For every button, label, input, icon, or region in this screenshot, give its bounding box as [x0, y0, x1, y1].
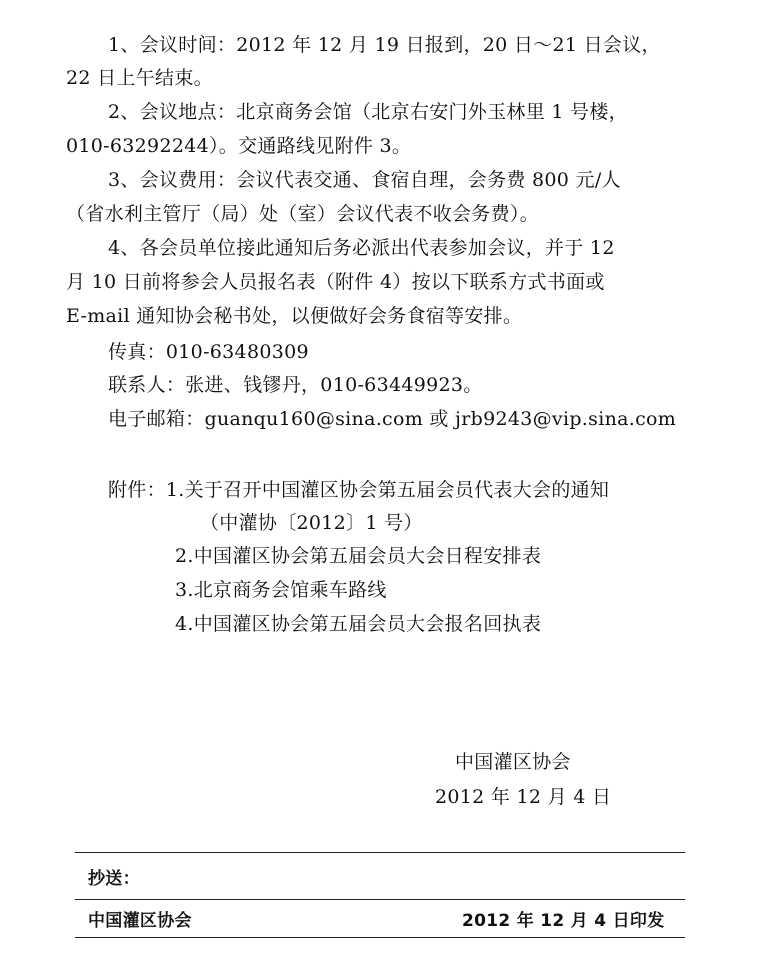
- cc-label: 抄送：: [88, 869, 140, 889]
- item1-line2: 22 日上午结束。: [66, 67, 213, 89]
- footer-middle-rule: [75, 899, 685, 900]
- attachment-item-4: 4.中国灌区协会第五届会员大会报名回执表: [175, 613, 542, 635]
- item3-line2: （省水利主管厅（局）处（室）会议代表不收会务费）。: [66, 203, 540, 225]
- print-date: 2012 年 12 月 4 日印发: [462, 911, 665, 931]
- item2-line1: 2、会议地点：北京商务会馆（北京右安门外玉林里 1 号楼，: [108, 101, 628, 123]
- footer-bottom-rule: [75, 937, 685, 938]
- item4-line3: E-mail 通知协会秘书处，以便做好会务食宿等安排。: [66, 305, 523, 327]
- signature-date: 2012 年 12 月 4 日: [435, 786, 612, 808]
- signature-org: 中国灌区协会: [455, 751, 571, 773]
- contact-person-line: 联系人：张进、钱镠丹，010-63449923。: [108, 374, 483, 396]
- issuer-org: 中国灌区协会: [88, 911, 192, 931]
- item4-line2: 月 10 日前将参会人员报名表（附件 4）按以下联系方式书面或: [66, 271, 605, 293]
- footer-top-rule: [75, 852, 685, 853]
- item4-line1: 4、各会员单位接此通知后务必派出代表参加会议，并于 12: [108, 237, 615, 259]
- attachment-item-1-continued: （中灌协〔2012〕1 号）: [200, 512, 423, 534]
- email-line: 电子邮箱：guanqu160@sina.com 或 jrb9243@vip.sina.com: [108, 408, 677, 430]
- attachment-item-2: 2.中国灌区协会第五届会员大会日程安排表: [175, 545, 542, 567]
- item2-line2: 010-63292244）。交通路线见附件 3。: [66, 135, 412, 157]
- item1-line1: 1、会议时间：2012 年 12 月 19 日报到，20 日～21 日会议，: [108, 34, 661, 56]
- item3-line1: 3、会议费用：会议代表交通、食宿自理，会务费 800 元/人: [108, 169, 621, 191]
- attachment-item-1: 附件：1.关于召开中国灌区协会第五届会员代表大会的通知: [108, 479, 610, 501]
- attachment-item-3: 3.北京商务会馆乘车路线: [175, 579, 387, 601]
- fax-line: 传真：010-63480309: [108, 341, 309, 363]
